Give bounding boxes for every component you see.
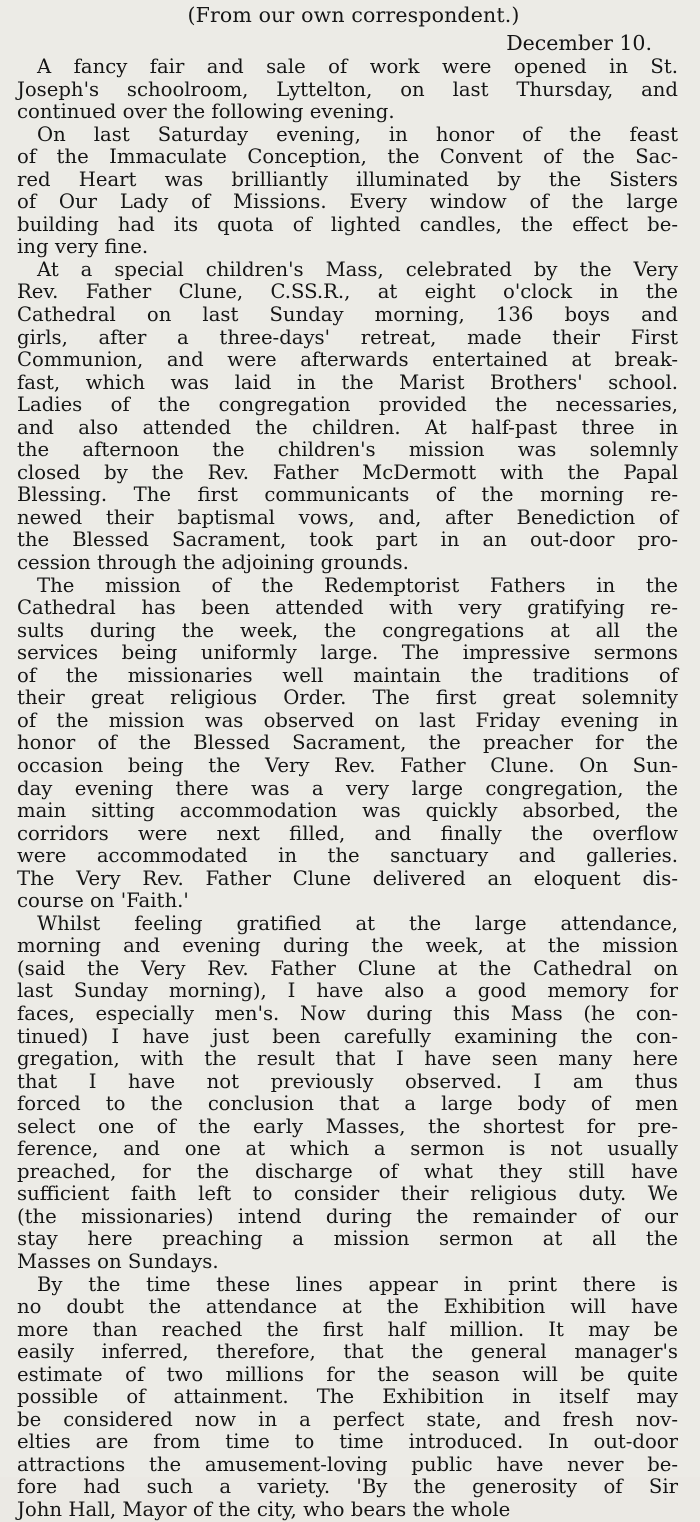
text-line: Rev. Father Clune, C.SS.R., at eight o'clock in the [17,280,678,304]
text-line: of the missionaries well maintain the traditions of [17,663,678,687]
text-line: red Heart was brilliantly illuminated by the Sisters [17,167,678,191]
text-line: more than reached the first half million. It may be [17,1317,678,1341]
text-line: A fancy fair and sale of work were opened in St. [37,55,678,78]
text-line: that I have not previously observed. I am thus [17,1069,678,1093]
text-line: were accommodated in the sanctuary and galleries. [17,844,678,868]
text-line: course on 'Faith.' [17,889,189,913]
text-line: closed by the Rev. Father McDermott with the Papal [17,460,678,484]
text-line: no doubt the attendance at the Exhibition will have [17,1295,678,1319]
text-line: the Blessed Sacrament, took part in an out-door pro- [17,528,678,552]
text-line: building had its quota of lighted candles, the effect be- [17,212,678,236]
dateline: December 10. [506,31,652,55]
text-line: the afternoon the children's mission was solemnly [17,438,678,462]
text-line: main sitting accommodation was quickly absorbed, the [17,799,678,823]
text-line: On last Saturday evening, in honor of the feast [37,122,678,146]
text-line: newed their baptismal vows, and, after Benediction of [17,505,678,529]
text-line: Joseph's schoolroom, Lyttelton, on last Thursday, and [17,77,678,101]
text-line: sults during the week, the congregations at all the [17,618,678,642]
text-line: Blessing. The first communicants of the morning re- [17,483,678,507]
text-line: The mission of the Redemptorist Fathers in the [37,573,678,597]
text-line: forced to the conclusion that a large body of men [17,1092,678,1116]
text-line: estimate of two millions for the season will be quite [17,1362,678,1386]
text-line: elties are from time to time introduced. In out-door [17,1430,678,1454]
text-line: of the mission was observed on last Friday evening in [17,708,678,732]
text-line: of Our Lady of Missions. Every window of the large [17,190,678,214]
article-paragraph [17,575,678,913]
text-line: Cathedral on last Sunday morning, 136 boys and [17,303,678,327]
text-line: (said the Very Rev. Father Clune at the Cathedral on [17,956,678,980]
article-paragraph [17,56,678,124]
text-line: services being uniformly large. The impressive sermons [17,641,678,665]
text-line: ference, and one at which a sermon is not usually [17,1137,678,1161]
text-line: stay here preaching a mission sermon at all the [17,1227,678,1251]
byline: (From our own correspondent.) [187,3,520,27]
text-line: faces, especially men's. Now during this Mass (he con- [17,1001,678,1025]
text-line: gregation, with the result that I have seen many here [17,1047,678,1071]
text-line: ing very fine. [17,235,149,259]
text-line: Whilst feeling gratified at the large attendance, [37,911,678,935]
article-paragraph [17,913,678,1274]
text-line: fore had such a variety. 'By the generosity of Sir [17,1475,678,1499]
text-line: their great religious Order. The first great solemnity [17,686,678,710]
article-paragraph [17,1274,678,1522]
text-line: honor of the Blessed Sacrament, the preacher for the [17,731,678,755]
text-line: corridors were next filled, and finally the overflow [17,821,678,845]
text-line: last Sunday morning), I have also a good memory for [17,979,678,1003]
article-paragraph [17,259,678,575]
text-line: cession through the adjoining grounds. [17,551,409,575]
text-line: possible of attainment. The Exhibition in itself may [17,1385,678,1409]
text-line: Ladies of the congregation provided the necessaries, [17,393,678,417]
text-line: select one of the early Masses, the shortest for pre- [17,1114,678,1138]
text-line: By the time these lines appear in print there is [37,1272,678,1296]
text-line: girls, after a three-days' retreat, made their First [17,325,678,349]
text-line: Communion, and were afterwards entertained at break- [17,348,678,372]
text-line: sufficient faith left to consider their religious duty. We [17,1182,678,1206]
article-body [17,56,678,1522]
text-line: fast, which was laid in the Marist Brothers' school. [17,370,678,394]
text-line: John Hall, Mayor of the city, who bears the whole [17,1498,511,1521]
text-line: preached, for the discharge of what they still have [17,1159,678,1183]
text-line: easily inferred, therefore, that the general manager's [17,1340,678,1364]
text-line: Masses on Sundays. [17,1249,219,1273]
text-line: of the Immaculate Conception, the Convent of the Sac- [17,145,678,169]
text-line: (the missionaries) intend during the remainder of our [17,1204,678,1228]
text-line: be considered now in a perfect state, and fresh nov- [17,1407,678,1431]
text-line: day evening there was a very large congregation, the [17,776,678,800]
text-line: Cathedral has been attended with very gratifying re- [17,596,678,620]
text-line: attractions the amusement-loving public have never be- [17,1452,678,1476]
text-line: The Very Rev. Father Clune delivered an eloquent dis- [17,866,678,890]
article-paragraph [17,124,678,259]
text-line: continued over the following evening. [17,100,395,124]
text-line: At a special children's Mass, celebrated by the Very [37,257,678,281]
text-line: morning and evening during the week, at the mission [17,934,678,958]
text-line: occasion being the Very Rev. Father Clune. On Sun- [17,753,678,777]
text-line: and also attended the children. At half-past three in [17,415,678,439]
text-line: tinued) I have just been carefully examining the con- [17,1024,678,1048]
